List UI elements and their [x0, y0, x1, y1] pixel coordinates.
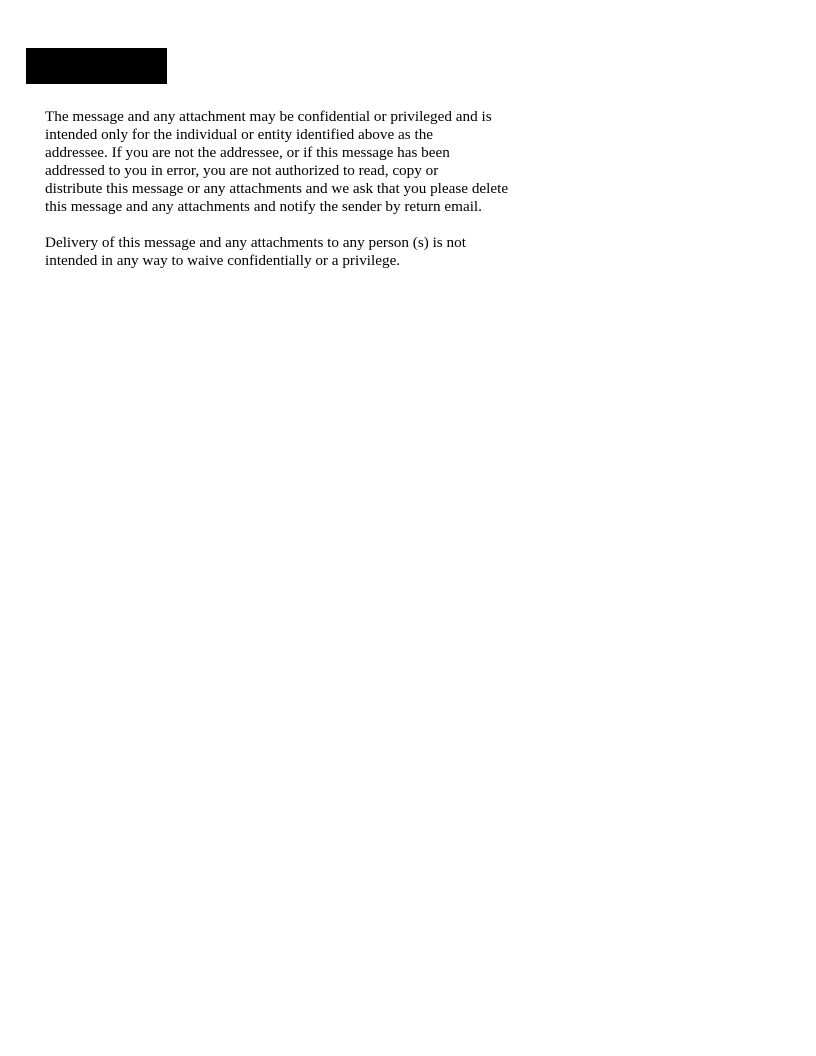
disclaimer-line: The message and any attachment may be confidential or privileged and is	[45, 108, 492, 125]
disclaimer-line: intended in any way to waive confidentially or a privilege.	[45, 252, 401, 269]
disclaimer-line: addressed to you in error, you are not authorized to read, copy or	[45, 162, 439, 179]
disclaimer-paragraph-delivery	[45, 234, 545, 270]
disclaimer-line: intended only for the individual or entity identified above as the	[45, 126, 434, 143]
redaction-block	[26, 48, 167, 84]
disclaimer-line: addressee. If you are not the addressee, or if this message has been	[45, 144, 450, 161]
disclaimer-line: this message and any attachments and notify the sender by return email.	[45, 198, 482, 215]
disclaimer-line: Delivery of this message and any attachments to any person (s) is not	[45, 234, 466, 251]
confidentiality-disclaimer	[45, 108, 545, 270]
disclaimer-paragraph-confidential	[45, 108, 545, 216]
disclaimer-line: distribute this message or any attachments and we ask that you please delete	[45, 180, 509, 197]
